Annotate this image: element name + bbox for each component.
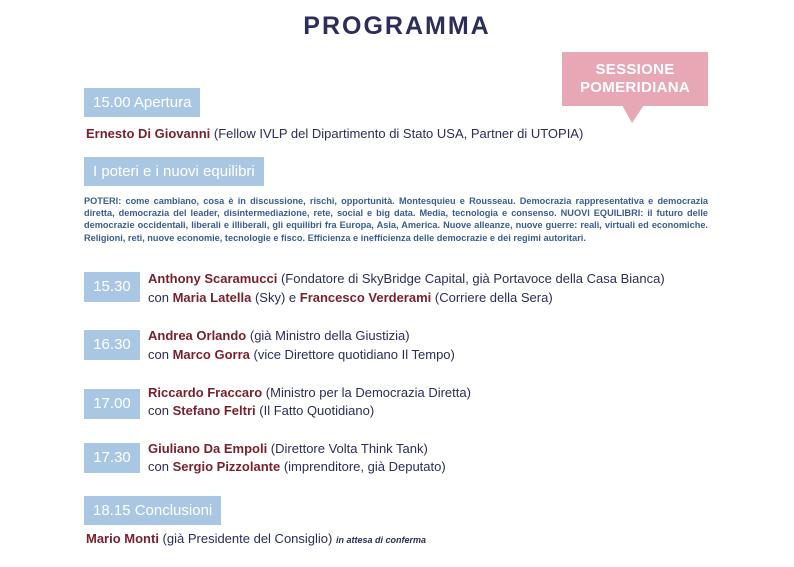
closing-role: (già Presidente del Consiglio): [158, 531, 336, 546]
opening-line: [86, 126, 583, 141]
slot-guests-line: [148, 459, 446, 474]
slot-with: con: [148, 290, 173, 305]
slot-guest-role: (imprenditore, già Deputato): [280, 459, 446, 474]
closing-note: in attesa di conferma: [335, 535, 427, 545]
slot-speaker-role: (Fondatore di SkyBridge Capital, già Portavoce della Casa Bianca): [277, 271, 665, 286]
slot-with: con: [148, 403, 173, 418]
slot-speaker-role: (Direttore Volta Think Tank): [267, 441, 428, 456]
slot-speaker-role: (Ministro per la Democrazia Diretta): [262, 385, 471, 400]
slot-with: con: [148, 459, 173, 474]
slot-speaker-role: (già Ministro della Giustizia): [246, 328, 410, 343]
opening-role: (Fellow IVLP del Dipartimento di Stato USA, Partner di UTOPIA): [210, 126, 584, 141]
slot-time: 16.30: [84, 330, 140, 360]
slot-guest-role: (Corriere della Sera): [431, 290, 553, 305]
slot-with: con: [148, 347, 173, 362]
slot-guest: Sergio Pizzolante: [172, 459, 281, 474]
closing-speaker: Mario Monti: [86, 531, 159, 546]
slot-guest-role: (Il Fatto Quotidiano): [255, 403, 375, 418]
slot-speaker: Giuliano Da Empoli: [148, 441, 268, 456]
opening-speaker: Ernesto Di Giovanni: [86, 126, 211, 141]
slot-guests-line: [148, 347, 455, 362]
slot-guest-role: (vice Direttore quotidiano Il Tempo): [249, 347, 455, 362]
slot-speaker-line: [148, 328, 410, 343]
slot-speaker: Anthony Scaramucci: [148, 271, 278, 286]
slot-guests-line: [148, 403, 374, 418]
slot-guest: Stefano Feltri: [172, 403, 256, 418]
slot-guest: Maria Latella: [172, 290, 252, 305]
slot-speaker: Andrea Orlando: [148, 328, 247, 343]
slot-speaker-line: [148, 441, 428, 456]
closing-line: [86, 531, 426, 546]
closing-label: 18.15 Conclusioni: [84, 496, 221, 525]
slot-guest-role: (Sky) e: [251, 290, 300, 305]
slot-time: 15.30: [84, 272, 140, 302]
section-description: POTERI: come cambiano, cosa è in discussione, rischi, opportunità. Montesquieu e Rousseau. Democrazia rappresentativa e democrazia diretta, democrazia del leader, disintermediazione, rete, social e big data. Media, tecnologia e consenso. NUOVI EQUILIBRI: il futuro delle democrazie occidentali, liberali e illiberali, gli equilibri fra Europa, Asia, America. Nuove alleanze, nuove guerre: reali, virtuali ed economiche. Religioni, reti, nuove economie, tecnologie e fisco. Efficienza e inefficienza delle democrazie e dei regimi autoritari.: [84, 196, 708, 243]
slot-guests-line: [148, 290, 553, 305]
slot-time: 17.30: [84, 443, 140, 473]
slot-speaker-line: [148, 271, 665, 286]
slot-speaker-line: [148, 385, 471, 400]
section-label: I poteri e i nuovi equilibri: [84, 157, 264, 186]
page-title: PROGRAMMA: [303, 12, 491, 40]
slot-guest: Marco Gorra: [172, 347, 250, 362]
slot-speaker: Riccardo Fraccaro: [148, 385, 263, 400]
slot-time: 17.00: [84, 389, 140, 419]
opening-label: 15.00 Apertura: [84, 88, 200, 117]
session-badge: [562, 52, 708, 106]
slot-guest: Francesco Verderami: [299, 290, 432, 305]
badge-tail: [622, 105, 644, 123]
session-badge-text: SESSIONE POMERIDIANA: [580, 61, 690, 96]
